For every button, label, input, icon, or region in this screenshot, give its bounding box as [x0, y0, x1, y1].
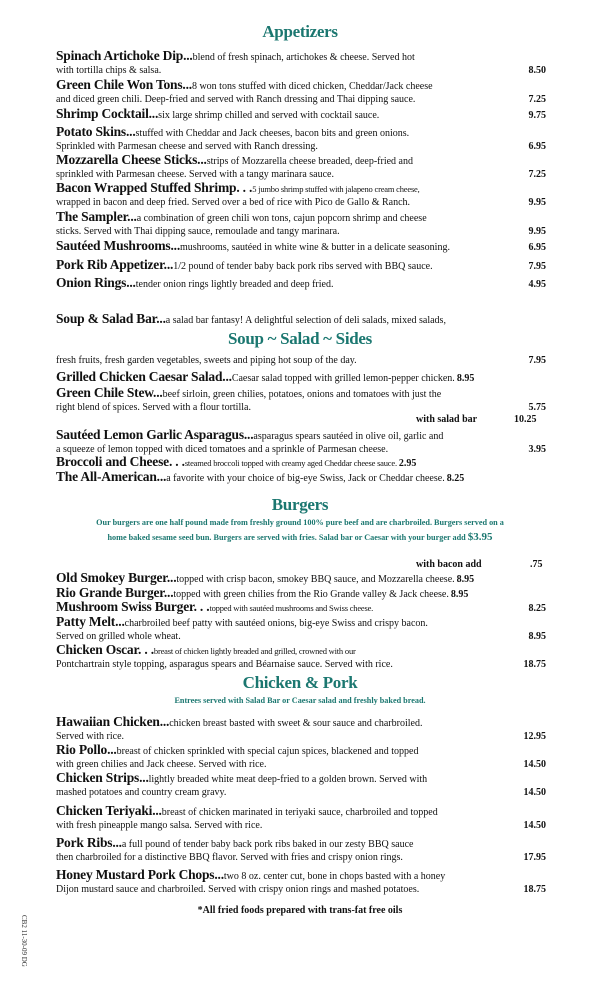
menu-item: [56, 869, 546, 896]
item-desc: lightly breaded white meat deep-fried to a golden brown. Served with: [148, 774, 428, 785]
item-price: 6.95: [528, 242, 546, 253]
item-name: Potato Skins...: [56, 124, 136, 139]
item-desc: with green chilies and Jack cheese. Served with rice.: [56, 758, 267, 770]
item-price: 9.75: [528, 110, 546, 121]
menu-item: [56, 716, 546, 743]
item-desc: strips of Mozzarella cheese breaded, deep-fried and: [206, 156, 413, 167]
item-desc: Sprinkled with Parmesan cheese and served with Ranch dressing.: [56, 140, 318, 152]
item-price: 14.50: [523, 786, 546, 798]
menu-item: [56, 772, 546, 799]
menu-item: [56, 471, 546, 486]
item-price: 8.95: [456, 574, 475, 585]
menu-item: [56, 805, 546, 832]
bacon-addon-price: .75: [530, 559, 543, 570]
item-price: 6.95: [528, 140, 546, 152]
print-code: CB2 11-30-09 DG: [20, 915, 28, 967]
item-desc: wrapped in bacon and deep fried. Served over a bed of rice with Pico de Gallo & Ranch.: [56, 196, 411, 208]
item-desc: 5 jumbo shrimp stuffed with jalapeno cream cheese,: [252, 184, 420, 194]
item-price: 7.25: [528, 168, 546, 180]
item-desc: blend of fresh spinach, artichokes & cheese. Served hot: [192, 52, 415, 63]
section-title-appetizers: Appetizers: [262, 22, 338, 41]
trans-fat-footnote: *All fried foods prepared with trans-fat free oils: [197, 905, 403, 916]
item-desc: beef sirloin, green chilies, potatoes, onions and tomatoes with just the: [162, 389, 442, 400]
item-name: Rio Grande Burger...: [56, 585, 174, 600]
section-title-soup-salad-sides: Soup ~ Salad ~ Sides: [228, 329, 372, 348]
item-desc: and diced green chili. Deep-fried and served with Ranch dressing and Thai dipping sauce.: [56, 93, 416, 105]
item-name: Old Smokey Burger...: [56, 570, 177, 585]
item-desc: tender onion rings lightly breaded and deep fried.: [135, 279, 334, 290]
item-price: 8.25: [528, 603, 546, 614]
menu-item: [56, 429, 546, 456]
item-price: 12.95: [523, 730, 546, 742]
item-price: 5.75: [528, 401, 546, 413]
item-desc: Dijon mustard sauce and charbroiled. Served with crispy onion rings and mashed potatoes.: [56, 883, 420, 895]
item-name: Mushroom Swiss Burger. . .: [56, 599, 210, 614]
item-price: 8.25: [446, 473, 465, 484]
item-desc: mushrooms, sautéed in white wine & butter in a delicate seasoning.: [180, 242, 450, 253]
item-name: The Sampler...: [56, 209, 137, 224]
item-desc: fresh fruits, fresh garden vegetables, sweets and piping hot soup of the day.: [56, 355, 357, 366]
item-desc: two 8 oz. center cut, bone in chops basted with a honey: [223, 871, 446, 882]
item-name: Hawaiian Chicken...: [56, 714, 170, 729]
bacon-addon-label: with bacon add: [416, 559, 482, 570]
item-price: 9.95: [528, 196, 546, 208]
menu-item: [56, 837, 546, 864]
menu-item-salad-bar-line2: [56, 355, 546, 368]
item-desc: chicken breast basted with sweet & sour sauce and charbroiled.: [169, 718, 423, 729]
item-price: 8.50: [528, 64, 546, 76]
menu-item: [56, 108, 546, 123]
salad-bar-addon-price: 10.25: [514, 414, 537, 425]
item-desc: topped with sautéed mushrooms and Swiss cheese.: [209, 603, 374, 613]
menu-item: [56, 744, 546, 771]
item-name: The All-American...: [56, 469, 167, 484]
item-price: 7.95: [528, 261, 546, 272]
item-desc: a squeeze of lemon topped with diced tomatoes and a sprinkle of Parmesan cheese.: [56, 443, 389, 455]
item-name: Soup & Salad Bar...: [56, 311, 166, 326]
burgers-note: [36, 515, 564, 545]
item-name: Shrimp Cocktail...: [56, 106, 159, 121]
menu-item: [56, 371, 546, 386]
item-price: 8.95: [450, 589, 469, 600]
item-price: 17.95: [523, 851, 546, 863]
item-name: Chicken Strips...: [56, 770, 149, 785]
item-desc: a combination of green chili won tons, cajun popcorn shrimp and cheese: [136, 213, 427, 224]
item-name: Grilled Chicken Caesar Salad...: [56, 369, 232, 384]
item-desc: a full pound of tender baby back pork ribs baked in our zesty BBQ sauce: [121, 839, 414, 850]
item-desc: 1/2 pound of tender baby back pork ribs served with BBQ sauce.: [173, 261, 433, 272]
item-desc: stuffed with Cheddar and Jack cheeses, bacon bits and green onions.: [135, 128, 410, 139]
item-name: Spinach Artichoke Dip...: [56, 48, 193, 63]
item-desc: then charbroiled for a distinctive BBQ flavor. Served with fries and crispy onion rings.: [56, 851, 403, 863]
item-name: Onion Rings...: [56, 275, 136, 290]
item-price: 8.95: [456, 373, 475, 384]
item-desc: with tortilla chips & salsa.: [56, 64, 162, 76]
item-name: Chicken Oscar. . .: [56, 642, 154, 657]
burgers-note-price: $3.95: [467, 531, 493, 543]
item-name: Pork Ribs...: [56, 835, 122, 850]
item-desc: breast of chicken lightly breaded and grilled, crowned with our: [153, 646, 356, 656]
item-name: Broccoli and Cheese. . .: [56, 454, 185, 469]
item-name: Patty Melt...: [56, 614, 125, 629]
item-price: 3.95: [528, 443, 546, 455]
item-name: Chicken Teriyaki...: [56, 803, 162, 818]
item-desc: a favorite with your choice of big-eye Swiss, Jack or Cheddar cheese.: [166, 473, 445, 484]
item-price: 7.25: [528, 93, 546, 105]
menu-item: [56, 50, 546, 77]
item-desc: Caesar salad topped with grilled lemon-pepper chicken.: [231, 373, 455, 384]
item-desc: sprinkled with Parmesan cheese. Served with a tangy marinara sauce.: [56, 168, 334, 180]
menu-item: [56, 387, 546, 414]
item-desc: charbroiled beef patty with sautéed onions, big-eye Swiss and crispy bacon.: [124, 618, 428, 629]
menu-item: [56, 211, 546, 238]
menu-item: [56, 240, 546, 255]
item-desc: Pontchartrain style topping, asparagus spears and Béarnaise sauce. Served with rice.: [56, 658, 393, 670]
item-price: 14.50: [523, 758, 546, 770]
salad-bar-addon-label: with salad bar: [416, 414, 478, 425]
item-desc: Served with rice.: [56, 730, 125, 742]
item-desc: topped with green chilies from the Rio Grande valley & Jack cheese.: [173, 589, 449, 600]
menu-item: [56, 259, 546, 274]
menu-item: [56, 616, 546, 643]
item-desc: Served on grilled whole wheat.: [56, 630, 181, 642]
item-name: Sautéed Lemon Garlic Asparagus...: [56, 427, 254, 442]
section-title-chicken-pork: Chicken & Pork: [242, 673, 358, 692]
item-price: 8.95: [528, 630, 546, 642]
item-desc: mashed potatoes and country cream gravy.: [56, 786, 227, 798]
item-name: Pork Rib Appetizer...: [56, 257, 174, 272]
item-name: Rio Pollo...: [56, 742, 117, 757]
menu-item: [56, 277, 546, 292]
menu-item-salad-bar-line1: [56, 313, 546, 328]
item-desc: six large shrimp chilled and served with cocktail sauce.: [158, 110, 380, 121]
menu-item: [56, 601, 546, 616]
item-desc: steamed broccoli topped with creamy aged Cheddar cheese sauce.: [184, 458, 397, 468]
menu-item: [56, 644, 546, 671]
item-name: Sautéed Mushrooms...: [56, 238, 181, 253]
menu-item: [56, 126, 546, 153]
item-name: Green Chile Won Tons...: [56, 77, 192, 92]
item-price: 7.95: [528, 355, 546, 366]
item-name: Green Chile Stew...: [56, 385, 163, 400]
item-desc: a salad bar fantasy! A delightful selection of deli salads, mixed salads,: [165, 315, 446, 326]
item-desc: breast of chicken sprinkled with special cajun spices, blackened and topped: [116, 746, 419, 757]
item-desc: 8 won tons stuffed with diced chicken, Cheddar/Jack cheese: [191, 81, 433, 92]
item-name: Honey Mustard Pork Chops...: [56, 867, 224, 882]
item-price: 14.50: [523, 819, 546, 831]
burgers-note-line2: home baked sesame seed bun. Burgers are served with fries. Salad bar or Caesar with your burger add: [107, 533, 466, 542]
burgers-note-line1: Our burgers are one half pound made from freshly ground 100% pure beef and are charbroiled. Burgers served on a: [96, 518, 504, 527]
menu-item: [56, 154, 546, 181]
item-name: Mozzarella Cheese Sticks...: [56, 152, 207, 167]
menu-item: [56, 79, 546, 106]
item-price: 9.95: [528, 225, 546, 237]
item-desc: right blend of spices. Served with a flour tortilla.: [56, 401, 251, 413]
item-desc: asparagus spears sautéed in olive oil, garlic and: [253, 431, 444, 442]
section-title-burgers: Burgers: [271, 495, 329, 514]
item-desc: sticks. Served with Thai dipping sauce, remoulade and tangy marinara.: [56, 225, 340, 237]
item-price: 18.75: [523, 883, 546, 895]
item-name: Bacon Wrapped Stuffed Shrimp. . .: [56, 180, 253, 195]
item-desc: with fresh pineapple mango salsa. Served with rice.: [56, 819, 263, 831]
item-price: 2.95: [398, 458, 417, 469]
chicken-pork-note: Entrees served with Salad Bar or Caesar salad and freshly baked bread.: [174, 696, 426, 705]
item-price: 4.95: [528, 279, 546, 290]
item-desc: topped with crisp bacon, smokey BBQ sauce, and Mozzarella cheese.: [176, 574, 455, 585]
item-desc: breast of chicken marinated in teriyaki sauce, charbroiled and topped: [161, 807, 438, 818]
item-price: 18.75: [523, 658, 546, 670]
menu-item: [56, 182, 546, 209]
